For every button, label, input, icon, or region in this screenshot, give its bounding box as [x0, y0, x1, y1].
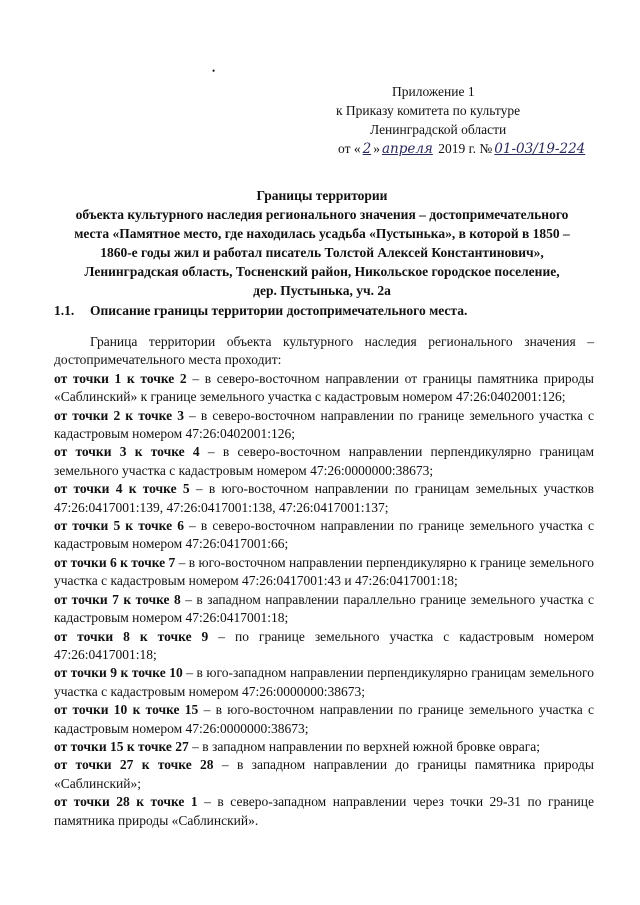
boundary-item	[54, 407, 594, 444]
item-text: – по границе земельного участка с кадастровым номером 47:26:0417001:18;	[54, 628, 594, 662]
boundary-item	[54, 793, 594, 830]
item-text: – в юго-восточном направлении по границам земельных участков 47:26:0417001:139, 47:26:0417001:138, 47:26:0417001:137;	[54, 481, 594, 515]
item-points: от точки 3 к точке 4	[54, 444, 200, 460]
handwritten-month: апреля	[381, 141, 433, 157]
boundary-item	[54, 591, 594, 628]
section-number: 1.1.	[54, 303, 75, 318]
title-line-5: Ленинградская область, Тосненский район, Никольское городское поселение,	[84, 264, 560, 279]
item-points: от точки 1 к точке 2	[54, 370, 187, 386]
boundary-item	[54, 554, 594, 591]
boundary-item	[54, 738, 594, 756]
boundary-item	[54, 664, 594, 701]
item-points: от точки 5 к точке 6	[54, 518, 184, 534]
title-line-3: места «Памятное место, где находилась усадьба «Пустынька», в которой в 1850 –	[74, 226, 570, 241]
item-text: – в северо-восточном направлении по границе земельного участка с кадастровым номером 47:26:0402001:126;	[54, 407, 594, 442]
item-points: от точки 28 к точке 1	[54, 794, 198, 810]
appendix-title: Приложение 1	[392, 84, 475, 99]
item-text: – в юго-восточном направлении по границе земельного участка с кадастровым номером 47:26:0000000:38673;	[54, 702, 594, 736]
appendix-order: к Приказу комитета по культуре	[336, 103, 521, 118]
boundary-item	[54, 480, 594, 517]
appendix-block	[330, 82, 590, 159]
document-title	[52, 186, 592, 300]
item-points: от точки 8 к точке 9	[54, 628, 209, 644]
title-line-1: Границы территории	[256, 188, 388, 203]
item-points: от точки 10 к точке 15	[54, 702, 199, 718]
item-text: – в западном направлении параллельно границе земельного участка с кадастровым номером 47:26:0417001:18;	[54, 591, 594, 626]
boundary-item	[54, 628, 594, 665]
title-line-2: объекта культурного наследия регионального значения – достопримечательного	[75, 207, 569, 222]
handwritten-day: 2	[362, 141, 372, 157]
handwritten-number: 01-03/19-224	[494, 141, 586, 157]
appendix-date-line	[330, 139, 590, 159]
item-text: – в северо-восточном направлении перпендикулярно границам земельного участка с кадастровым номером 47:26:0000000:38673;	[54, 444, 594, 478]
date-year: 2019 г. №	[434, 141, 493, 156]
boundary-item	[54, 517, 594, 554]
item-text: – в северо-восточном направлении по границе земельного участка с кадастровым номером 47:26:0417001:66;	[54, 518, 594, 552]
item-text: – в северо-западном направлении через точки 29-31 по границе памятника природы «Саблинский».	[54, 794, 594, 828]
item-text: – в северо-восточном направлении от границы памятника природы «Саблинский» к границе земельного участка с кадастровым номером 47:26:0402001:126;	[54, 370, 594, 405]
boundary-item	[54, 701, 594, 738]
item-points: от точки 27 к точке 28	[54, 757, 214, 773]
date-prefix: от «	[338, 141, 361, 156]
title-line-6: дер. Пустынька, уч. 2а	[253, 283, 391, 298]
item-points: от точки 4 к точке 5	[54, 481, 190, 497]
item-points: от точки 2 к точке 3	[54, 407, 184, 423]
item-points: от точки 15 к точке 27	[54, 738, 189, 754]
document-body	[54, 333, 594, 830]
item-points: от точки 6 к точке 7	[54, 554, 176, 570]
scan-mark: •	[212, 66, 216, 76]
boundary-item	[54, 370, 594, 407]
appendix-region: Ленинградской области	[370, 122, 507, 137]
item-text: – в западном направлении по верхней южной бровке оврага;	[188, 738, 540, 754]
item-text: – в юго-восточном направлении перпендикулярно к границе земельного участка с кадастровым номером 47:26:0417001:43 и 47:26:0417001:18;	[54, 554, 594, 589]
intro-paragraph: Граница территории объекта культурного наследия регионального значения – достопримечательного места проходит:	[54, 334, 594, 368]
section-heading	[54, 303, 594, 319]
item-text: – в западном направлении до границы памятника природы «Саблинский»;	[54, 757, 594, 791]
item-points: от точки 7 к точке 8	[54, 591, 181, 607]
section-title: Описание границы территории достопримечательного места.	[90, 303, 468, 318]
boundary-item	[54, 756, 594, 793]
date-mid: »	[373, 141, 380, 156]
boundary-item	[54, 443, 594, 480]
title-line-4: 1860-е годы жил и работал писатель Толстой Алексей Константинович»,	[100, 245, 544, 260]
item-points: от точки 9 к точке 10	[54, 665, 183, 681]
item-text: – в юго-западном направлении перпендикулярно границам земельного участка с кадастровым номером 47:26:0000000:38673;	[54, 665, 594, 699]
